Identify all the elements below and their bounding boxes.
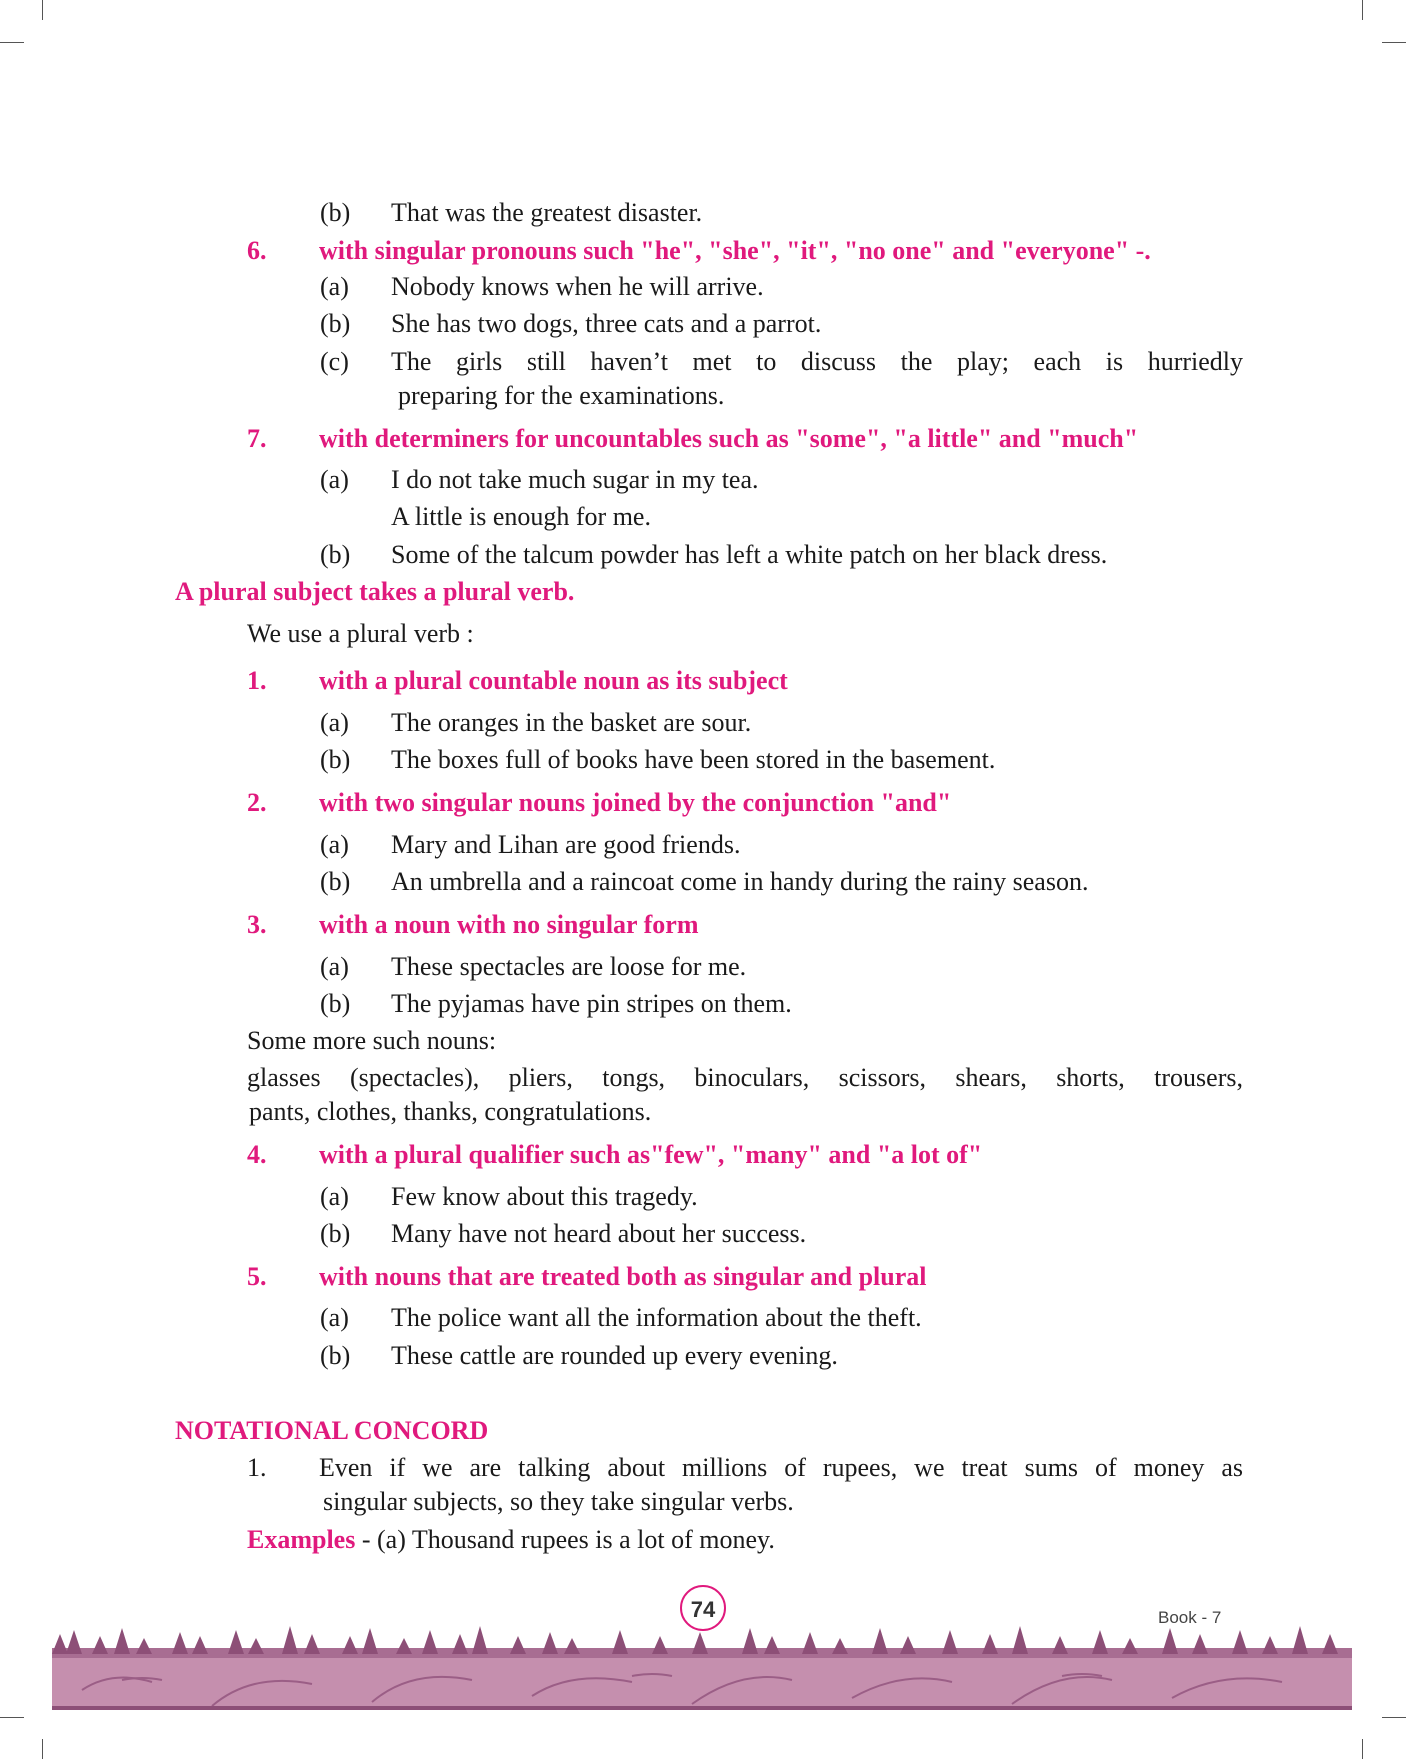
- item-label: (b): [320, 1341, 351, 1370]
- crop-mark: [0, 42, 24, 43]
- item-label: (b): [320, 198, 351, 227]
- item-label: (a): [320, 272, 349, 301]
- item-label: (b): [320, 540, 351, 569]
- example-text-continued: A little is enough for me.: [391, 502, 651, 531]
- crop-mark: [42, 1739, 43, 1759]
- more-nouns-label: Some more such nouns:: [247, 1026, 497, 1055]
- crop-mark: [42, 0, 43, 20]
- item-label: (b): [320, 1219, 351, 1248]
- intro-text: We use a plural verb :: [247, 619, 474, 648]
- bottom-edge: [52, 1706, 1352, 1710]
- crop-mark: [1362, 0, 1363, 20]
- item-label: (a): [320, 1303, 349, 1332]
- example-text: I do not take much sugar in my tea.: [391, 465, 759, 494]
- example-text: That was the greatest disaster.: [391, 198, 703, 227]
- example-text: Few know about this tragedy.: [391, 1182, 698, 1211]
- rule-heading: with a plural countable noun as its subject: [319, 666, 788, 695]
- rule-number: 2.: [247, 788, 267, 817]
- example-text: She has two dogs, three cats and a parrot.: [391, 309, 822, 338]
- example-text: Nobody knows when he will arrive.: [391, 272, 764, 301]
- example-text: These cattle are rounded up every evening.: [391, 1341, 838, 1370]
- rule-heading: with a noun with no singular form: [319, 910, 699, 939]
- example-text: Mary and Lihan are good friends.: [391, 830, 741, 859]
- crop-mark: [0, 1717, 24, 1718]
- item-label: (a): [320, 952, 349, 981]
- rule-number: 1.: [247, 666, 267, 695]
- rule-heading: with determiners for uncountables such as "some", "a little" and "much": [319, 424, 1139, 453]
- example-text: An umbrella and a raincoat come in handy during the rainy season.: [391, 867, 1089, 896]
- example-text: These spectacles are loose for me.: [391, 952, 747, 981]
- rule-number: 7.: [247, 424, 267, 453]
- more-nouns-list-continued: pants, clothes, thanks, congratulations.: [249, 1097, 652, 1126]
- ground-band: [52, 1654, 1352, 1710]
- item-label: (b): [320, 989, 351, 1018]
- item-label: (a): [320, 465, 349, 494]
- book-label: Book - 7: [1158, 1608, 1222, 1627]
- section-heading: A plural subject takes a plural verb.: [175, 577, 575, 606]
- item-label: (b): [320, 745, 351, 774]
- crop-mark: [1382, 42, 1406, 43]
- examples-label: Examples: [247, 1525, 356, 1554]
- rule-number: 5.: [247, 1262, 267, 1291]
- example-text: Some of the talcum powder has left a white patch on her black dress.: [391, 540, 1108, 569]
- crop-mark: [1382, 1717, 1406, 1718]
- rule-number: 3.: [247, 910, 267, 939]
- item-label: (b): [320, 309, 351, 338]
- item-label: (b): [320, 867, 351, 896]
- examples-line: [247, 1525, 775, 1555]
- example-text: The oranges in the basket are sour.: [391, 708, 752, 737]
- notational-text: Even if we are talking about millions of rupees, we treat sums of money as: [319, 1453, 1243, 1482]
- rule-number: 6.: [247, 236, 267, 265]
- rule-heading: with nouns that are treated both as singular and plural: [319, 1262, 927, 1291]
- example-text: Many have not heard about her success.: [391, 1219, 807, 1248]
- rule-heading: with two singular nouns joined by the conjunction "and": [319, 788, 952, 817]
- example-text-continued: preparing for the examinations.: [398, 381, 725, 410]
- page-number: 74: [680, 1585, 726, 1631]
- crop-mark: [1362, 1739, 1363, 1759]
- notational-text-continued: singular subjects, so they take singular verbs.: [323, 1487, 794, 1516]
- rule-heading: with a plural qualifier such as"few", "many" and "a lot of": [319, 1140, 983, 1169]
- more-nouns-list: glasses (spectacles), pliers, tongs, binoculars, scissors, shears, shorts, trousers,: [247, 1063, 1243, 1092]
- example-text: The girls still haven’t met to discuss the play; each is hurriedly: [391, 347, 1243, 376]
- item-label: (c): [320, 347, 349, 376]
- rule-number: 4.: [247, 1140, 267, 1169]
- item-label: (a): [320, 830, 349, 859]
- examples-text: - (a) Thousand rupees is a lot of money.: [355, 1525, 775, 1554]
- item-number: 1.: [247, 1453, 267, 1482]
- section-heading: NOTATIONAL CONCORD: [175, 1416, 489, 1445]
- example-text: The pyjamas have pin stripes on them.: [391, 989, 792, 1018]
- example-text: The boxes full of books have been stored in the basement.: [391, 745, 996, 774]
- example-text: The police want all the information about the theft.: [391, 1303, 922, 1332]
- item-label: (a): [320, 708, 349, 737]
- item-label: (a): [320, 1182, 349, 1211]
- rule-heading: with singular pronouns such "he", "she", "it", "no one" and "everyone" -.: [319, 236, 1151, 265]
